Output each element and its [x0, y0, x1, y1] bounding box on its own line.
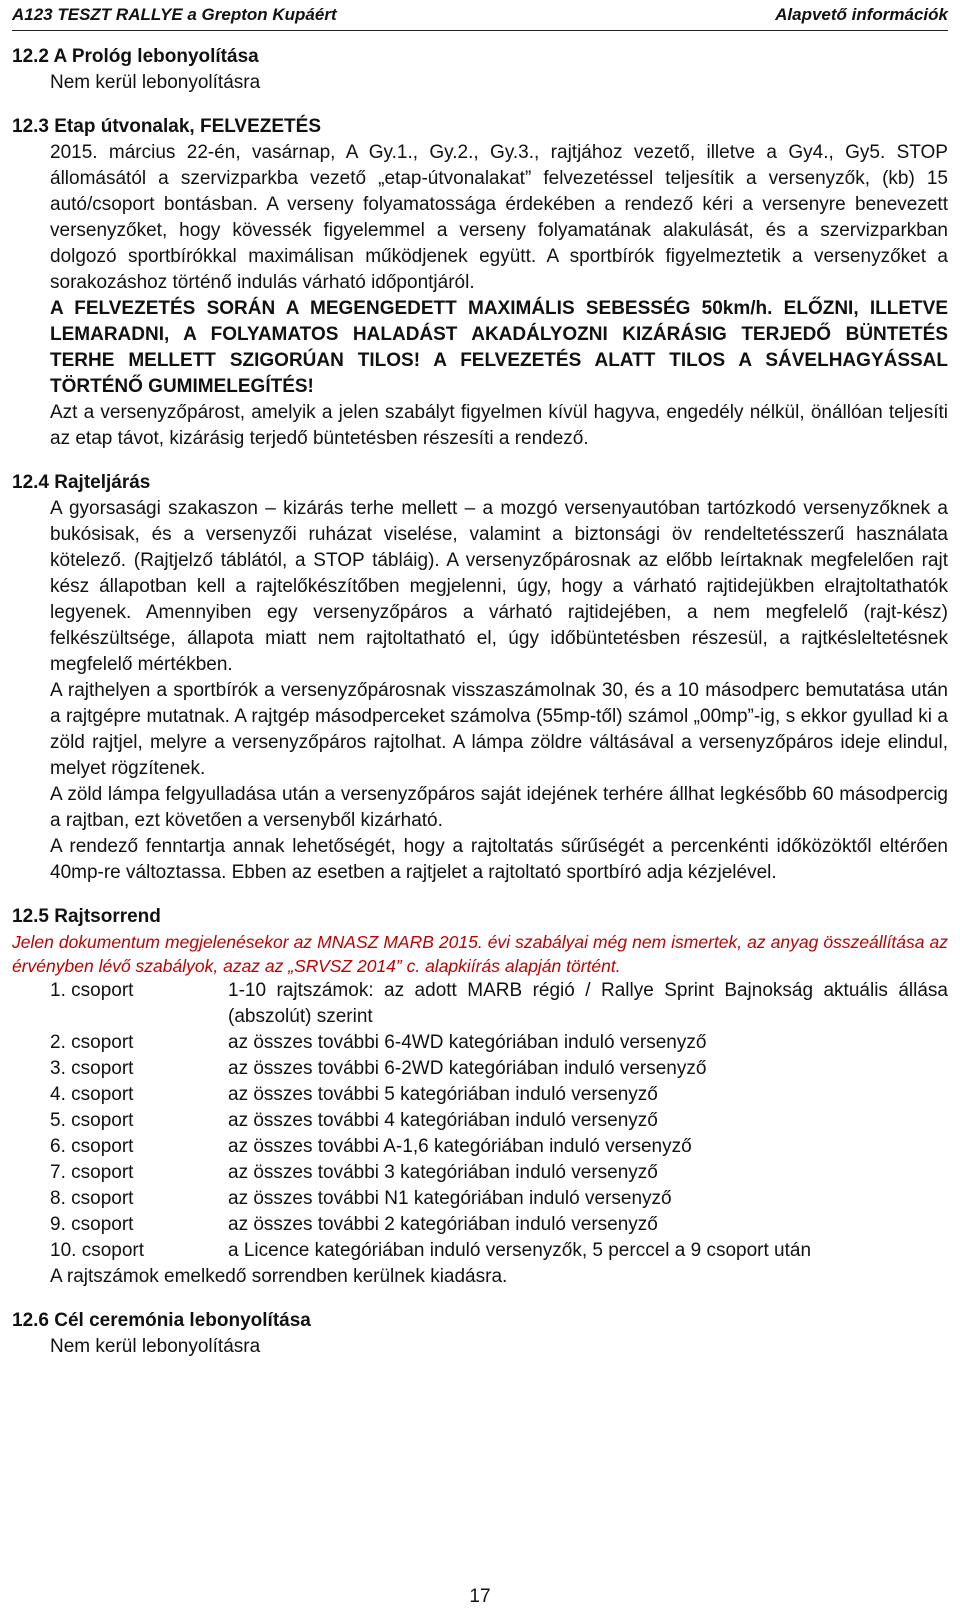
- start-order-table: [50, 978, 948, 1264]
- table-row: [50, 1238, 948, 1264]
- section-12-2-text: Nem kerül lebonyolításra: [50, 72, 261, 93]
- group-description: a Licence kategóriában induló versenyzők, 5 perccel a 9 csoport után: [228, 1240, 812, 1261]
- page-number: 17: [469, 1586, 491, 1607]
- table-row: [50, 978, 948, 1030]
- table-row: [50, 1108, 948, 1134]
- group-label: 6. csoport: [50, 1136, 134, 1157]
- group-description: az összes további 6-2WD kategóriában induló versenyző: [228, 1058, 707, 1079]
- section-12-4-body: [50, 496, 948, 886]
- section-12-6-text: Nem kerül lebonyolításra: [50, 1336, 261, 1357]
- section-12-4-paragraph-4: A rendező fenntartja annak lehetőségét, hogy a rajtoltatás sűrűségét a percenkénti időközöktől eltérően 40mp-re változtassa. Ebben az esetben a rajtjelet a rajtoltató sportbíró adja kézjelével.: [50, 836, 948, 883]
- section-12-4-paragraph-3: A zöld lámpa felgyulladása után a versenyzőpáros saját idejének terhére állhat legkésőbb 60 másodpercig a rajtban, ezt követően a versenyből kizárható.: [50, 784, 948, 831]
- group-description: az összes további 6-4WD kategóriában induló versenyző: [228, 1032, 707, 1053]
- section-12-5-footer: A rajtszámok emelkedő sorrendben kerülnek kiadásra.: [50, 1266, 508, 1287]
- table-row: [50, 1134, 948, 1160]
- group-label: 3. csoport: [50, 1058, 134, 1079]
- group-description: az összes további N1 kategóriában induló versenyző: [228, 1188, 672, 1209]
- group-label: 8. csoport: [50, 1188, 134, 1209]
- table-row: [50, 1186, 948, 1212]
- table-row: [50, 1056, 948, 1082]
- section-12-6-title: 12.6 Cél ceremónia lebonyolítása: [12, 1310, 311, 1331]
- section-12-4-paragraph-1: A gyorsasági szakaszon – kizárás terhe mellett – a mozgó versenyautóban tartózkodó versenyzőknek a bukósisak, és a versenyzői ruházat viselése, valamint a biztonsági öv rendeltetésszerű használata kötelező. (Rajtjelző táblától, a STOP tábláig). A versenyzőpárosnak az előbb leírtaknak megfelelően rajt kész állapotban kell a rajtelőkészítőben megjelenni, úgy, hogy a várható rajtidejükben elrajtoltathatók legyenek. Amennyiben egy versenyzőpáros a várható rajtidejében, a nem megfelelő (rajt-kész) felkészültsége, állapota miatt nem rajtoltatható el, úgy időbüntetésben részesül, a rajtkésleltetésnek megfelelő mértékben.: [50, 498, 948, 675]
- section-12-2-title: 12.2 A Prológ lebonyolítása: [12, 46, 259, 67]
- section-12-4-title: 12.4 Rajteljárás: [12, 472, 151, 493]
- group-label: 2. csoport: [50, 1032, 134, 1053]
- section-12-3-title: 12.3 Etap útvonalak, FELVEZETÉS: [12, 116, 322, 137]
- group-description: 1-10 rajtszámok: az adott MARB régió / Rallye Sprint Bajnokság aktuális állása (abszolút) szerint: [228, 980, 948, 1027]
- section-12-3-body: [50, 140, 948, 452]
- document-body: [12, 44, 948, 1360]
- table-row: [50, 1030, 948, 1056]
- group-label: 10. csoport: [50, 1240, 144, 1261]
- group-description: az összes további 2 kategóriában induló versenyző: [228, 1214, 658, 1235]
- section-12-3-paragraph-1: 2015. március 22-én, vasárnap, A Gy.1., Gy.2., Gy.3., rajtjához vezető, illetve a Gy4., Gy5. STOP állomásától a szervizparkba vezető „etap-útvonalakat” felvezetéssel teljesítik a versenyzők, (kb) 15 autó/csoport bontásban. A verseny folyamatossága érdekében a rendező kéri a versenyre benevezett versenyzőket, hogy kövessék figyelemmel a verseny folyamatának alakulását, és a szervizparkban dolgozó sportbírókkal maximálisan működjenek együtt. A sportbírók figyelmeztetik a versenyzőket a sorakozáshoz történő indulás várható időpontjáról.: [50, 142, 948, 293]
- page-header: [12, 0, 948, 31]
- group-label: 5. csoport: [50, 1110, 134, 1131]
- table-row: [50, 1212, 948, 1238]
- group-label: 7. csoport: [50, 1162, 134, 1183]
- section-12-5-note: Jelen dokumentum megjelenésekor az MNASZ MARB 2015. évi szabályai még nem ismertek, az anyag összeállítása az érvényben lévő szabályok, azaz az „SRVSZ 2014” c. alapkiírás alapján történt.: [12, 932, 948, 976]
- section-12-5-title: 12.5 Rajtsorrend: [12, 906, 161, 927]
- group-label: 9. csoport: [50, 1214, 134, 1235]
- group-label: 1. csoport: [50, 980, 134, 1001]
- group-description: az összes további 3 kategóriában induló versenyző: [228, 1162, 658, 1183]
- section-12-4-paragraph-2: A rajthelyen a sportbírók a versenyzőpárosnak visszaszámolnak 30, és a 10 másodperc bemutatása után a rajtgépre mutatnak. A rajtgép másodperceket számolva (55mp-től) számol „00mp”-ig, s ekkor gyullad ki a zöld rajtjel, melyre a versenyzőpáros rajtolhat. A lámpa zöldre váltásával a versenyzőpáros ideje elindul, melyet rögzítenek.: [50, 680, 948, 779]
- section-12-3-warning: A FELVEZETÉS SORÁN A MEGENGEDETT MAXIMÁLIS SEBESSÉG 50km/h. ELŐZNI, ILLETVE LEMARADNI, A FOLYAMATOS HALADÁST AKADÁLYOZNI KIZÁRÁSIG TERJEDŐ BÜNTETÉS TERHE MELLETT SZIGORÚAN TILOS! A FELVEZETÉS ALATT TILOS A SÁVELHAGYÁSSAL TÖRTÉNŐ GUMIMELEGÍTÉS!: [50, 298, 948, 397]
- group-description: az összes további 4 kategóriában induló versenyző: [228, 1110, 658, 1131]
- group-description: az összes további 5 kategóriában induló versenyző: [228, 1084, 658, 1105]
- section-12-3-paragraph-2: Azt a versenyzőpárost, amelyik a jelen szabályt figyelmen kívül hagyva, engedély nélkül, önállóan teljesíti az etap távot, kizárásig terjedő büntetésben részesíti a rendező.: [50, 402, 948, 449]
- header-title: A123 TESZT RALLYE a Grepton Kupáért: [12, 5, 337, 24]
- group-label: 4. csoport: [50, 1084, 134, 1105]
- group-description: az összes további A-1,6 kategóriában induló versenyző: [228, 1136, 692, 1157]
- header-section: Alapvető információk: [775, 5, 948, 24]
- table-row: [50, 1160, 948, 1186]
- table-row: [50, 1082, 948, 1108]
